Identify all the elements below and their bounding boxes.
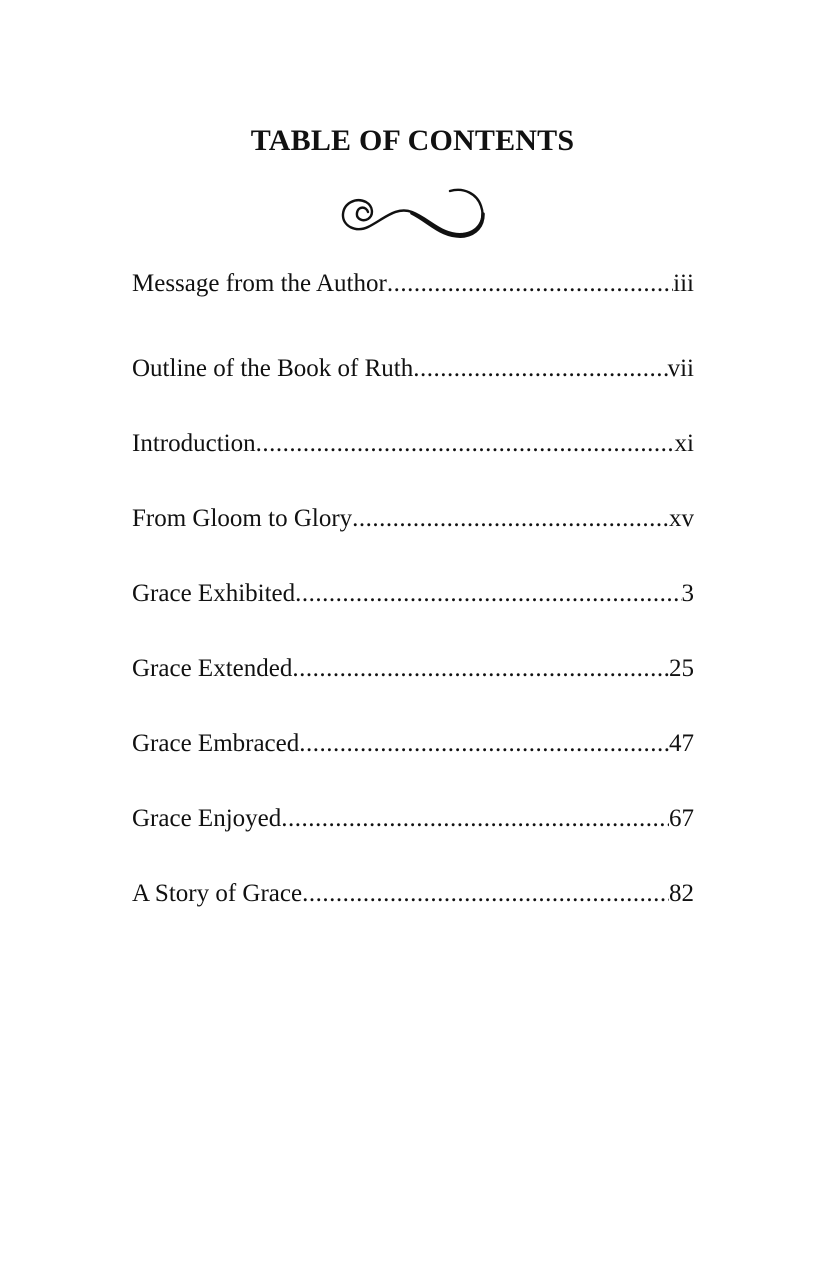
toc-entry[interactable] bbox=[132, 268, 694, 300]
dot-leader bbox=[295, 578, 681, 610]
toc-entry[interactable] bbox=[132, 428, 694, 460]
toc-entry-page: 47 bbox=[669, 730, 694, 757]
flourish-swirl-icon bbox=[336, 182, 486, 244]
toc-entry-title: Introduction bbox=[132, 430, 256, 457]
toc-entry[interactable] bbox=[132, 878, 694, 910]
toc-entry[interactable] bbox=[132, 353, 694, 385]
toc-entry-page: 82 bbox=[669, 880, 694, 907]
toc-entry-title: Grace Embraced bbox=[132, 730, 300, 757]
toc-entry-page: 3 bbox=[681, 580, 694, 607]
toc-entry-title: Grace Exhibited bbox=[132, 580, 296, 607]
toc-entry[interactable] bbox=[132, 653, 694, 685]
toc-entry-page: 25 bbox=[669, 655, 694, 682]
dot-leader bbox=[352, 503, 669, 535]
dot-leader bbox=[256, 428, 675, 460]
toc-entry-page: 67 bbox=[669, 805, 694, 832]
toc-entry-title: Grace Extended bbox=[132, 655, 293, 682]
toc-entry-page: xv bbox=[669, 505, 694, 532]
toc-entry-title: From Gloom to Glory bbox=[132, 505, 353, 532]
toc-entry[interactable] bbox=[132, 728, 694, 760]
toc-entry-title: Grace Enjoyed bbox=[132, 805, 282, 832]
dot-leader bbox=[299, 728, 669, 760]
toc-entry-page: xi bbox=[674, 430, 694, 457]
toc-entry-title: Outline of the Book of Ruth bbox=[132, 355, 414, 382]
dot-leader bbox=[387, 268, 673, 300]
toc-entry-page: vii bbox=[667, 355, 694, 382]
toc-entry-title: A Story of Grace bbox=[132, 880, 303, 907]
dot-leader bbox=[413, 353, 667, 385]
toc-entry-page: iii bbox=[673, 270, 694, 297]
dot-leader bbox=[302, 878, 669, 910]
toc-entry[interactable] bbox=[132, 503, 694, 535]
dot-leader bbox=[281, 803, 669, 835]
page-title: TABLE OF CONTENTS bbox=[250, 124, 575, 157]
dot-leader bbox=[292, 653, 669, 685]
toc-entry[interactable] bbox=[132, 803, 694, 835]
toc-entry-title: Message from the Author bbox=[132, 270, 387, 297]
toc-entry[interactable] bbox=[132, 578, 694, 610]
